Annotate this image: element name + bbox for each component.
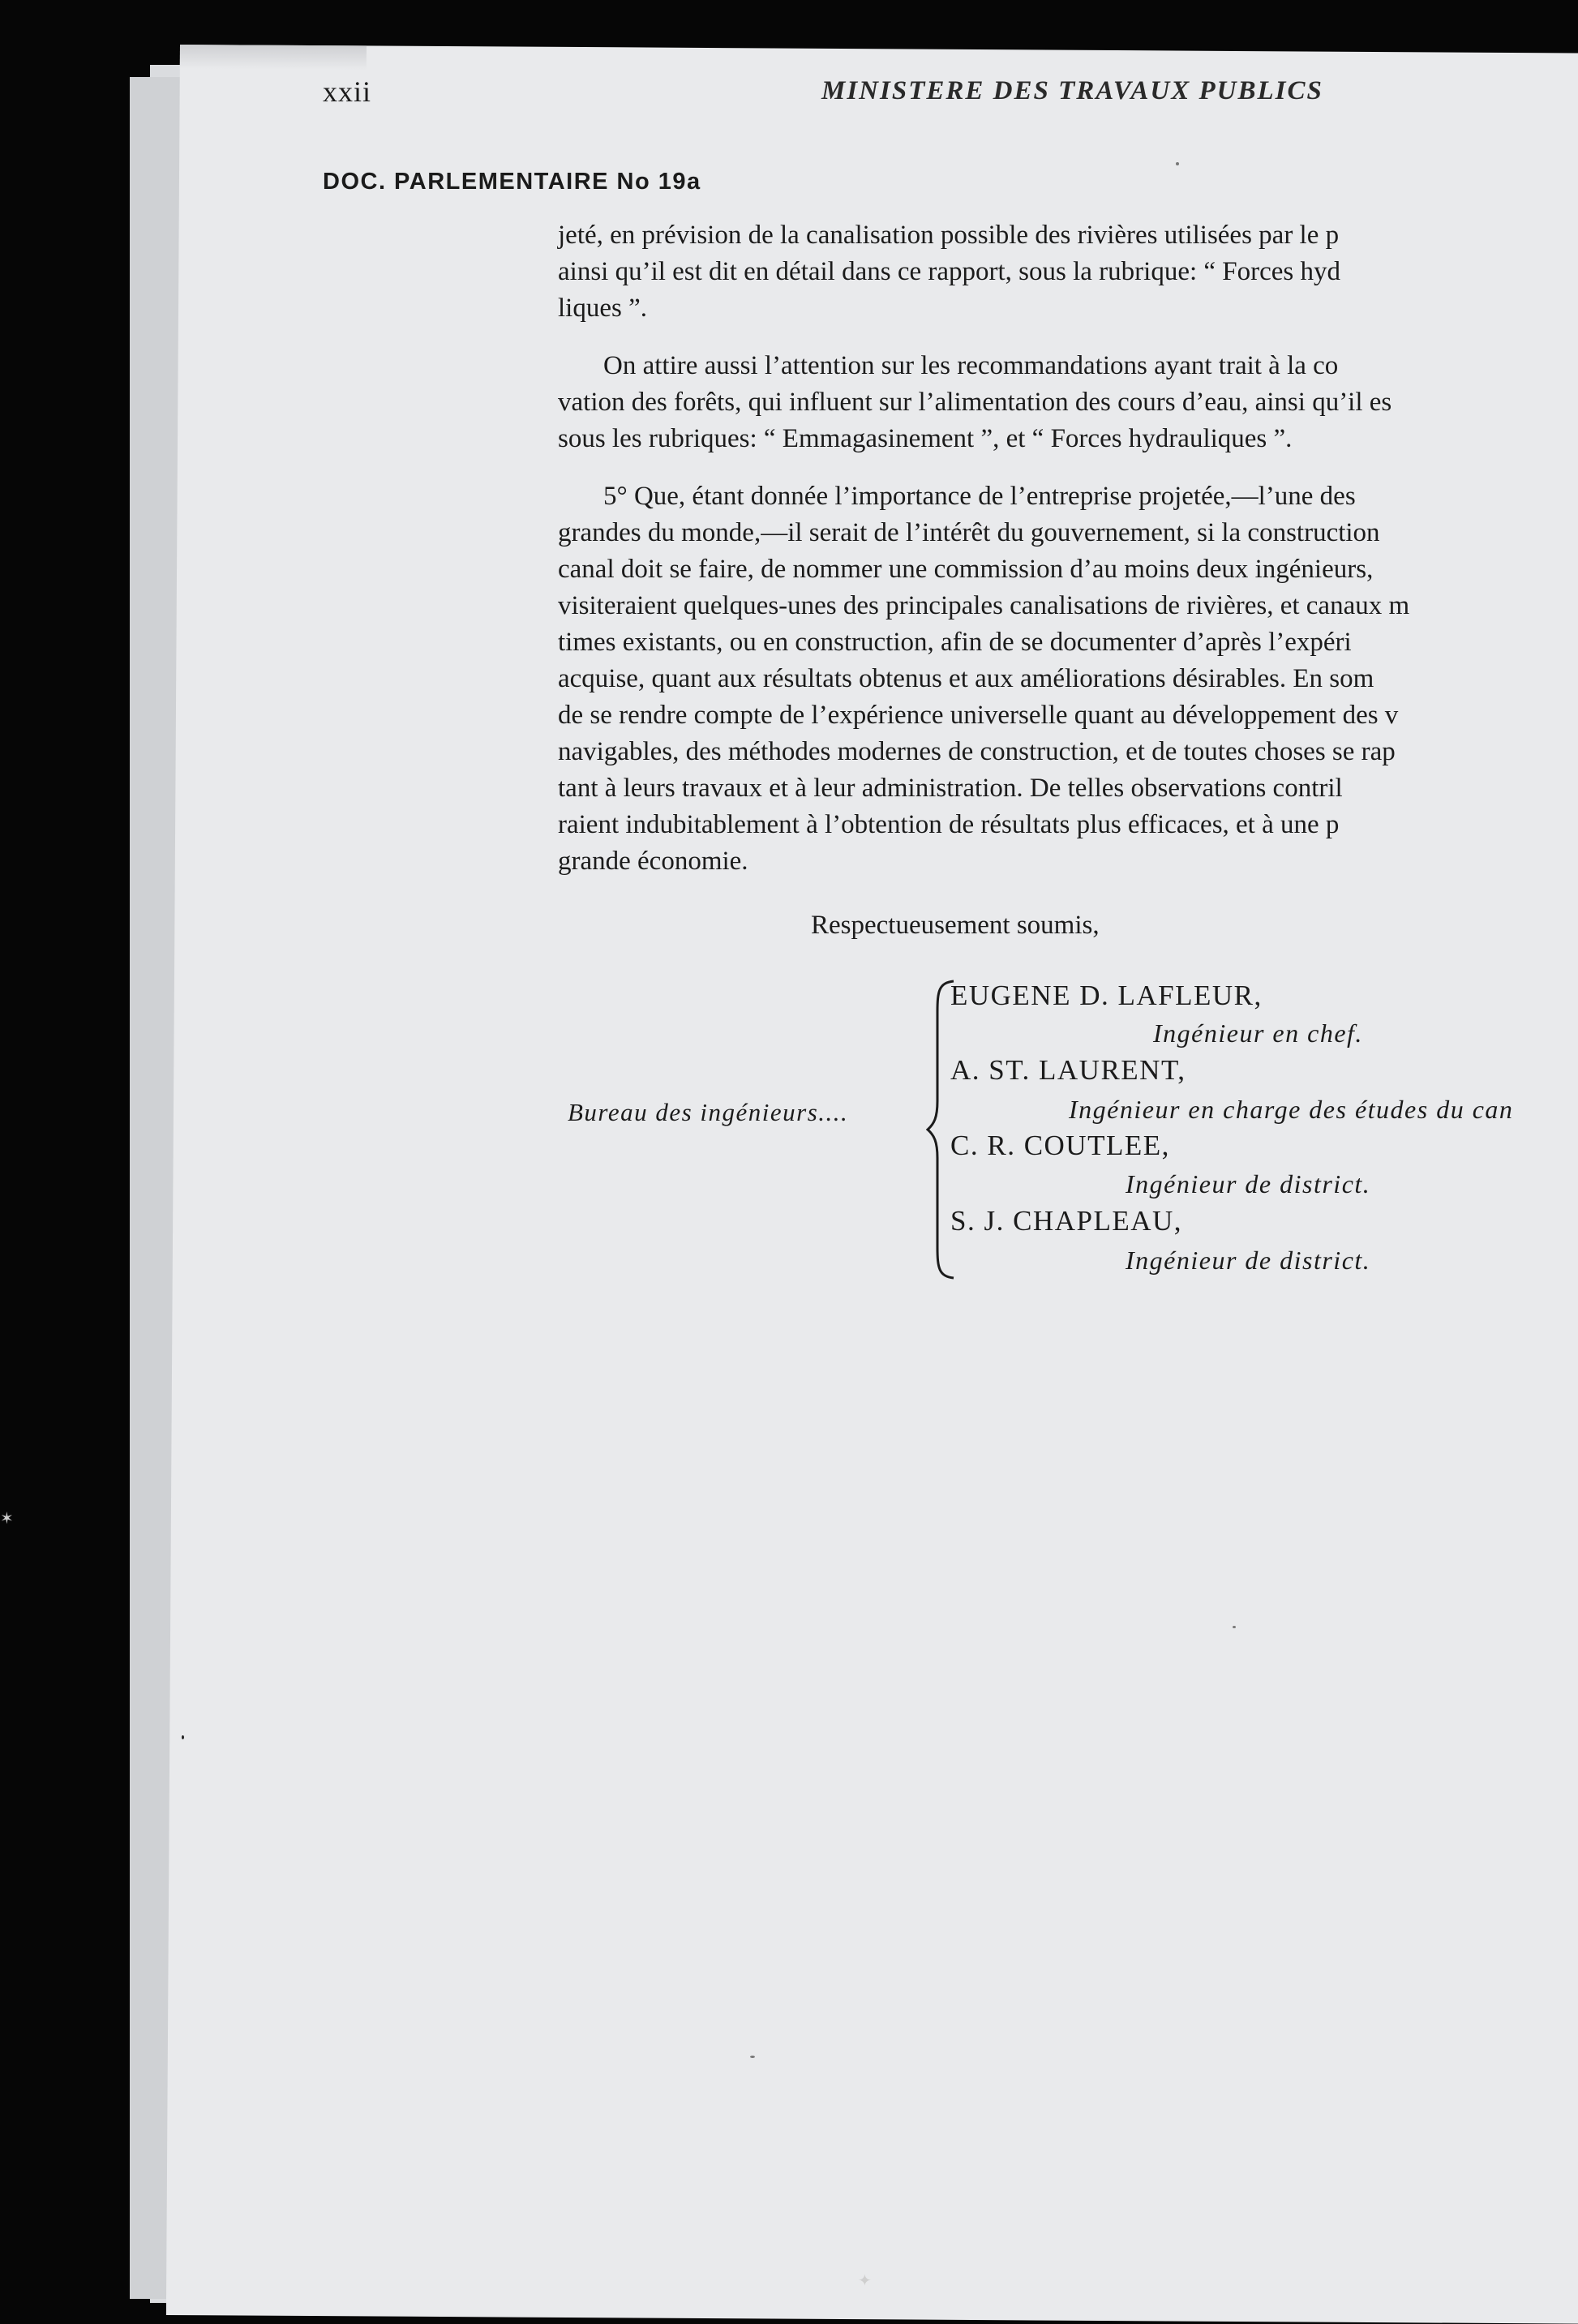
paragraph-2-line: sous les rubriques: “ Emmagasinement ”, et “ Forces hydrauliques ”. — [558, 424, 1293, 453]
paragraph-3-line: raient indubitablement à l’obtention de résultats plus efficaces, et à une p — [558, 810, 1340, 839]
bureau-label: Bureau des ingénieurs.... — [568, 1098, 849, 1126]
signature-name: EUGENE D. LAFLEUR, — [950, 980, 1263, 1011]
page-fold-shadow — [180, 45, 367, 70]
signature-block — [568, 973, 1578, 1281]
paragraph-3-line: visiteraient quelques-unes des principales canalisations de rivières, et canaux m — [558, 591, 1410, 620]
paragraph-3-line: grande économie. — [558, 847, 748, 876]
signature-title: Ingénieur en chef. — [1153, 1018, 1363, 1048]
signature-name: C. R. COUTLEE, — [950, 1130, 1170, 1161]
paragraph-3-line: canal doit se faire, de nommer une commission d’au moins deux ingénieurs, — [558, 555, 1374, 584]
paragraph-3-line: de se rendre compte de l’expérience universelle quant au développement des v — [558, 701, 1399, 730]
scan-speck — [1233, 1626, 1236, 1628]
paragraph-3-line: acquise, quant aux résultats obtenus et aux améliorations désirables. En som — [558, 664, 1374, 693]
paragraph-3-line: times existants, ou en construction, afin de se documenter d’après l’expéri — [558, 628, 1352, 657]
scan-speck — [1176, 162, 1179, 165]
running-header — [323, 75, 1578, 107]
running-title: MINISTERE DES TRAVAUX PUBLICS — [821, 76, 1323, 105]
paragraph-gap — [558, 327, 1578, 348]
paragraph-2-line: vation des forêts, qui influent sur l’alimentation des cours d’eau, ainsi qu’il es — [558, 388, 1392, 417]
paragraph-gap — [558, 457, 1578, 478]
page-number: xxii — [323, 75, 372, 108]
scan-speck — [182, 1735, 184, 1739]
paragraph-3-line: grandes du monde,—il serait de l’intérêt du gouvernement, si la construction — [558, 518, 1380, 547]
signature-name: A. ST. LAURENT, — [950, 1054, 1186, 1086]
signature-title: Ingénieur de district. — [1126, 1169, 1371, 1198]
paragraph-1-line: liques ”. — [558, 294, 647, 323]
paragraph-3-line: navigables, des méthodes modernes de construction, et de toutes choses se rap — [558, 737, 1396, 766]
document-label: DOC. PARLEMENTAIRE No 19a — [323, 169, 701, 195]
edge-mark-icon: ✦ — [858, 2270, 872, 2290]
paragraph-1-line: jeté, en prévision de la canalisation possible des rivières utilisées par le p — [558, 221, 1340, 250]
edge-mark-icon: ✶ — [0, 1508, 14, 1528]
closing-formula: Respectueusement soumis, — [811, 911, 1100, 940]
scan-speck — [750, 2056, 755, 2058]
paragraph-3-line: 5° Que, étant donnée l’importance de l’entreprise projetée,—l’une des — [603, 482, 1356, 511]
paragraph-3-line: tant à leurs travaux et à leur administration. De telles observations contril — [558, 774, 1343, 803]
paragraph-1-line: ainsi qu’il est dit en détail dans ce rapport, sous la rubrique: “ Forces hyd — [558, 257, 1341, 286]
paragraph-2-line: On attire aussi l’attention sur les recommandations ayant trait à la co — [603, 351, 1339, 380]
signature-title: Ingénieur en charge des études du can — [1069, 1095, 1514, 1124]
body-text — [558, 217, 1578, 880]
signature-title: Ingénieur de district. — [1126, 1246, 1371, 1275]
signature-name: S. J. CHAPLEAU, — [950, 1205, 1183, 1237]
